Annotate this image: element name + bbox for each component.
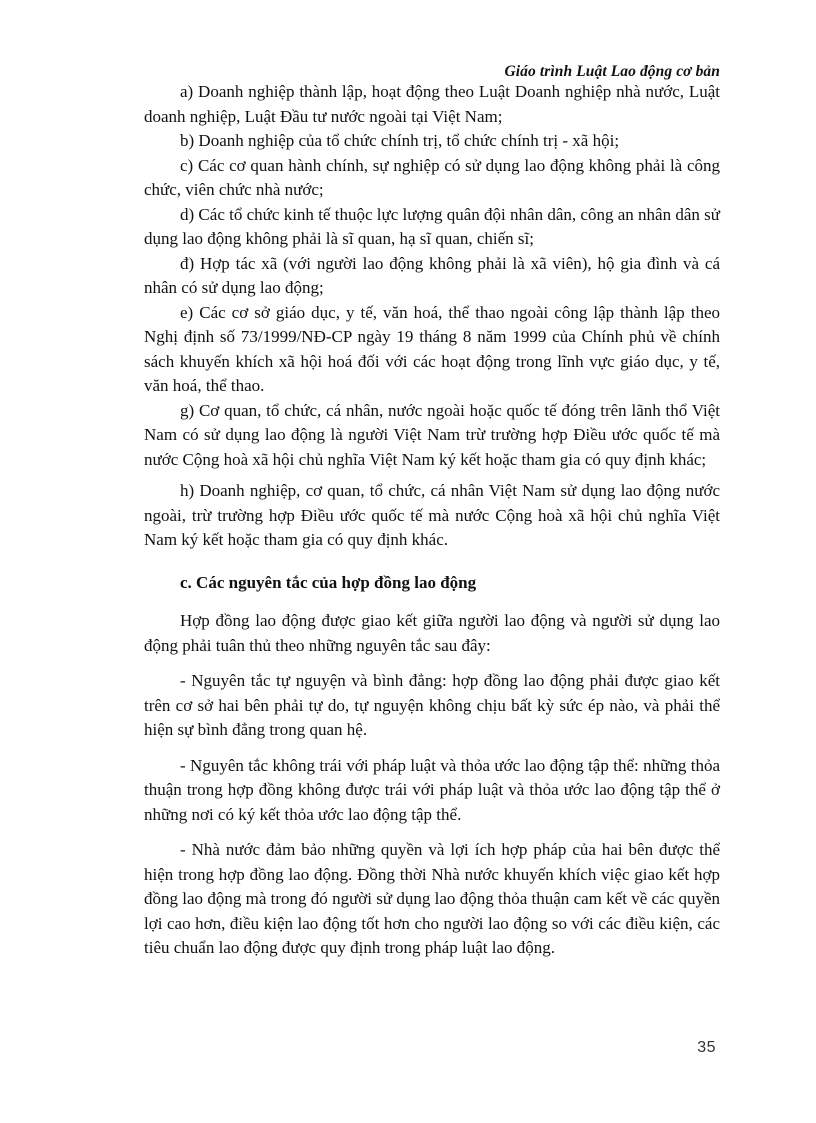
body-text <box>144 80 720 961</box>
list-item-c: c) Các cơ quan hành chính, sự nghiệp có sử dụng lao động không phải là công chức, viên chức nhà nước; <box>144 155 720 199</box>
section-heading: c. Các nguyên tắc của hợp đồng lao động <box>180 572 477 592</box>
list-item-e: e) Các cơ sở giáo dục, y tế, văn hoá, thể thao ngoài công lập thành lập theo Nghị định số 73/1999/NĐ-CP ngày 19 tháng 8 năm 1999 của Chính phủ về chính sách khuyến khích xã hội hoá đối với các hoạt động trong lĩnh vực giáo dục, y tế, văn hoá, thể thao. <box>144 302 720 395</box>
list-item-h: h) Doanh nghiệp, cơ quan, tổ chức, cá nhân Việt Nam sử dụng lao động nước ngoài, trừ trường hợp Điều ước quốc tế mà nước Cộng hoà xã hội chủ nghĩa Việt Nam ký kết hoặc tham gia có quy định khác. <box>144 481 720 549</box>
running-header: Giáo trình Luật Lao động cơ bản <box>504 63 720 80</box>
principle-state-guarantee: - Nhà nước đảm bảo những quyền và lợi ích hợp pháp của hai bên được thể hiện trong hợp đồng lao động. Đồng thời Nhà nước khuyến khích việc giao kết hợp đồng lao động mà trong đó người sử dụng lao động thỏa thuận cam kết về các quyền lợi cao hơn, điều kiện lao động tốt hơn cho người lao động so với các điều kiện, các tiêu chuẩn lao động được quy định trong pháp luật lao động. <box>144 840 720 957</box>
list-item-dd: đ) Hợp tác xã (với người lao động không phải là xã viên), hộ gia đình và cá nhân có sử dụng lao động; <box>144 253 720 297</box>
section-intro: Hợp đồng lao động được giao kết giữa người lao động và người sử dụng lao động phải tuân thủ theo những nguyên tắc sau đây: <box>144 611 720 655</box>
principle-lawful: - Nguyên tắc không trái với pháp luật và thỏa ước lao động tập thể: những thỏa thuận trong hợp đồng không được trái với pháp luật và thỏa ước lao động tập thể ở những nơi có ký kết thỏa ước lao động tập thể. <box>144 755 720 824</box>
principle-voluntary-equality: - Nguyên tắc tự nguyện và bình đẳng: hợp đồng lao động phải được giao kết trên cơ sở hai bên phải tự do, tự nguyện không chịu bất kỳ sức ép nào, và phải thể hiện sự bình đẳng trong quan hệ. <box>144 671 720 739</box>
list-item-d: d) Các tổ chức kinh tế thuộc lực lượng quân đội nhân dân, công an nhân dân sử dụng lao động không phải là sĩ quan, hạ sĩ quan, chiến sĩ; <box>144 204 720 248</box>
list-item-a: a) Doanh nghiệp thành lập, hoạt động theo Luật Doanh nghiệp nhà nước, Luật doanh nghiệp, Luật Đầu tư nước ngoài tại Việt Nam; <box>144 82 720 126</box>
list-item-b: b) Doanh nghiệp của tổ chức chính trị, tổ chức chính trị - xã hội; <box>180 131 620 150</box>
list-item-g: g) Cơ quan, tổ chức, cá nhân, nước ngoài hoặc quốc tế đóng trên lãnh thổ Việt Nam có sử dụng lao động là người Việt Nam trừ trường hợp Điều ước quốc tế mà nước Cộng hoà xã hội chủ nghĩa Việt Nam ký kết hoặc tham gia có quy định khác; <box>144 400 720 469</box>
page-number: 35 <box>697 1039 716 1056</box>
